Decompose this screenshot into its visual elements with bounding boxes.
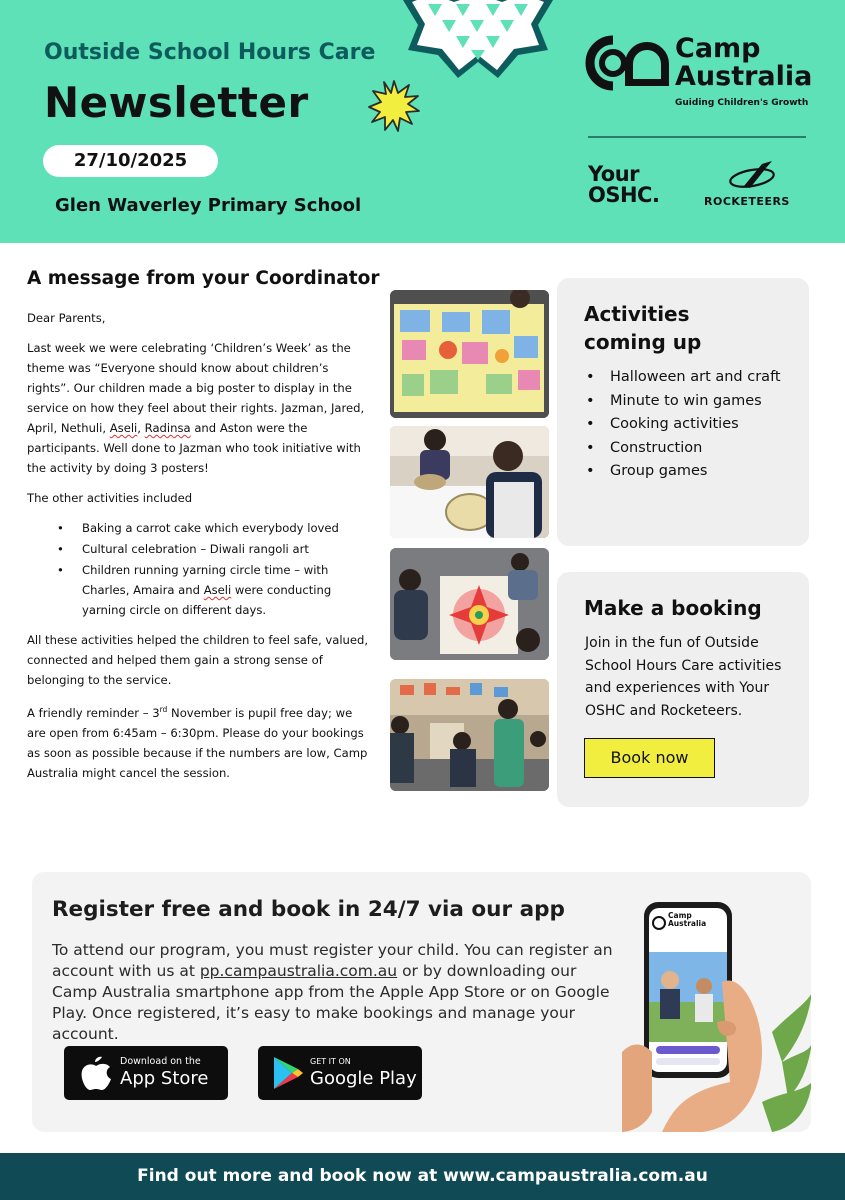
list-item: • Cultural celebration – Diwali rangoli art: [55, 539, 372, 559]
google-play-big-text: Google Play: [310, 1068, 417, 1089]
ca-logo-icon: [585, 34, 671, 92]
other-activities-intro: The other activities included: [27, 491, 193, 505]
school-name: Glen Waverley Primary School: [55, 195, 362, 216]
list-item: • Halloween art and craft: [584, 366, 781, 390]
coordinator-heading: A message from your Coordinator: [27, 268, 380, 289]
brand-name-line1: Camp: [675, 33, 761, 64]
coordinator-message: [27, 308, 372, 793]
your-oshc-line2: OSHC.: [588, 183, 660, 207]
message-paragraph-1: [27, 338, 372, 478]
booking-title: Make a booking: [584, 596, 762, 620]
para1-end: and Aston were the participants. Well done to Jazman who took initiative with the activity by doing 3 posters!: [27, 421, 361, 475]
register-panel: [32, 872, 811, 1132]
booking-card: [557, 572, 809, 807]
brand-tagline: Guiding Children's Growth: [675, 98, 809, 108]
newsletter-header: [0, 0, 845, 243]
reminder-start: A friendly reminder – 3: [27, 705, 160, 720]
comma: ,: [137, 421, 141, 435]
google-play-icon: [272, 1055, 304, 1091]
app-store-big-text: App Store: [120, 1068, 209, 1089]
book-now-button[interactable]: Book now: [584, 738, 715, 778]
activities-card: [557, 278, 809, 546]
activity3-name: Aseli: [203, 583, 232, 597]
list-item: • Cooking activities: [584, 413, 781, 437]
name-radinsa: Radinsa: [144, 421, 191, 435]
photo-diwali-rangoli: [390, 548, 549, 660]
reminder-paragraph: [27, 700, 372, 783]
date-badge: 27/10/2025: [43, 145, 218, 177]
your-oshc-logo: [588, 164, 659, 206]
list-item: [55, 560, 372, 620]
sun-icon: [368, 80, 420, 132]
phone-brand-line1: Camp: [668, 911, 692, 920]
register-link[interactable]: pp.campaustralia.com.au: [199, 962, 398, 980]
reminder-sup: rd: [159, 705, 168, 714]
header-divider: [588, 136, 806, 138]
message-paragraph-2: All these activities helped the children to feel safe, valued, connected and helped them gain a strong sense of belonging to the service.: [27, 633, 369, 687]
rocketeers-logo-text: ROCKETEERS: [704, 195, 790, 208]
photo-children-rights-poster: [390, 290, 549, 418]
register-title: Register free and book in 24/7 via our app: [52, 897, 565, 922]
other-activities-list: [55, 518, 372, 620]
para1-text: Last week we were celebrating ‘Children’s Week’ as the theme was “Everyone should know about children’s rights”. Our children made a big poster to display in the service on how they feel about their rights. Jazman, Jared, April, Nethuli,: [27, 341, 365, 435]
your-oshc-line1: Your: [588, 162, 640, 186]
list-item: • Construction: [584, 437, 781, 461]
decorative-star-icon: [398, 0, 558, 90]
activities-list: [584, 366, 781, 484]
camp-australia-logo: [585, 32, 815, 112]
list-item: • Group games: [584, 460, 781, 484]
greeting: Dear Parents,: [27, 311, 106, 325]
google-play-button[interactable]: [258, 1046, 422, 1100]
phone-brand-logo: [668, 912, 706, 928]
register-body-start: To attend our program, you must register your child. You can register an account with us at: [52, 941, 613, 980]
list-item: • Minute to win games: [584, 390, 781, 414]
list-item: • Baking a carrot cake which everybody loved: [55, 518, 372, 538]
phone-brand-line2: Australia: [668, 919, 707, 928]
brand-name-line2: Australia: [675, 61, 813, 92]
register-body-end: or by downloading our Camp Australia smartphone app from the Apple App Store or on Google Play. Once registered, it’s easy to make bookings and manage your account.: [52, 962, 610, 1043]
booking-body: Join in the fun of Outside School Hours Care activities and experiences with Your OSHC and Rocketeers.: [585, 635, 782, 719]
register-body: [52, 940, 620, 1045]
footer-banner[interactable]: Find out more and book now at www.campaustralia.com.au: [0, 1153, 845, 1200]
name-aseli: Aseli: [109, 421, 138, 435]
activities-title: Activities coming up: [584, 302, 702, 354]
rocket-icon: [728, 160, 780, 192]
page-title: Newsletter: [44, 78, 309, 127]
app-store-button[interactable]: [64, 1046, 228, 1100]
header-subtitle: Outside School Hours Care: [44, 40, 376, 65]
reminder-end: November is pupil free day; we are open from 6:45am – 6:30pm. Please do your bookings as soon as possible because if the numbers are low, Camp Australia might cancel the session.: [27, 705, 368, 780]
activity3-start: Children running yarning circle time – with Charles, Amaira and: [82, 563, 329, 597]
google-play-small-text: GET IT ON: [310, 1057, 351, 1066]
photo-yarning-circle: [390, 679, 549, 791]
app-store-small-text: Download on the: [120, 1056, 201, 1067]
phone-illustration: [622, 892, 811, 1132]
activity3-end: were conducting yarning circle on different days.: [82, 583, 332, 617]
apple-icon: [78, 1053, 114, 1093]
photo-baking-activity: [390, 426, 549, 538]
